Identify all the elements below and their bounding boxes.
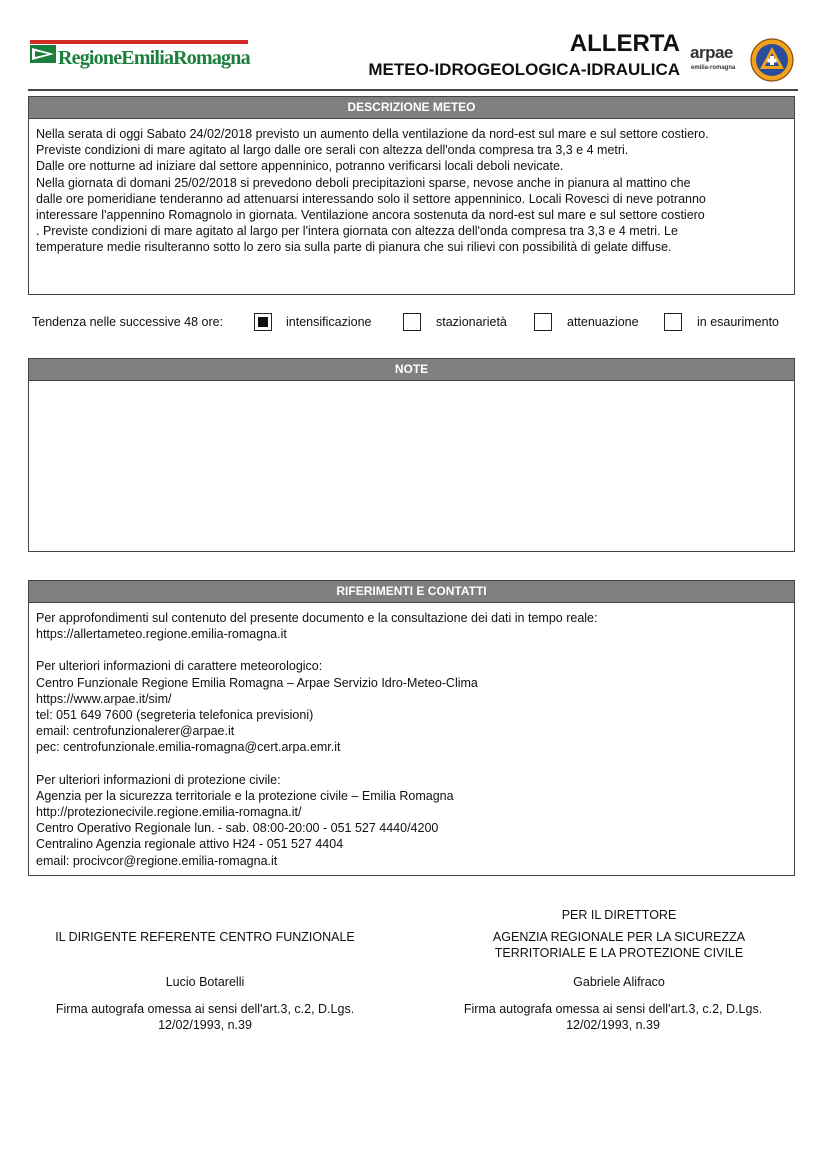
descrizione-meteo-heading: DESCRIZIONE METEO — [29, 97, 794, 119]
riferimenti-text — [29, 603, 794, 869]
meteo-line: Nella serata di oggi Sabato 24/02/2018 previsto un aumento della ventilazione da nord-est sul mare e sul settore costiero. — [36, 127, 709, 141]
title-allerta: ALLERTA — [569, 30, 680, 57]
riferimenti-panel — [28, 580, 795, 876]
region-logo-text: RegioneEmiliaRomagna — [58, 47, 250, 69]
flag-icon — [30, 42, 56, 64]
checkbox-intensificazione[interactable] — [254, 313, 272, 331]
label-attenuazione: attenuazione — [567, 315, 639, 329]
meteo-line: . Previste condizioni di mare agitato al largo per l'intera giornata con altezza dell'onda compresa tra 3,3 e 4 metri. Le — [36, 224, 678, 239]
meteo-line: interessare l'appennino Romagnolo in giornata. Ventilazione ancora sostenuta da nord-est sul mare e sul settore costiero — [36, 208, 705, 223]
meteo-line: Dalle ore notturne ad iniziare dal settore appenninico, potranno verificarsi locali deboli nevicate. — [36, 159, 564, 174]
rif-link-arpae-sim[interactable]: https://www.arpae.it/sim/ — [36, 691, 172, 706]
rif-line: Per ulteriori informazioni di protezione civile: — [36, 772, 281, 787]
firma-sinistra-nome: Lucio Botarelli — [165, 975, 245, 989]
rif-pec[interactable]: pec: centrofunzionale.emilia-romagna@cert.arpa.emr.it — [36, 740, 341, 755]
rif-line: Centralino Agenzia regionale attivo H24 - 051 527 4404 — [36, 837, 344, 852]
firma-sinistra-nota-2: 12/02/1993, n.39 — [158, 1018, 252, 1032]
firma-sinistra-nota-1: Firma autografa omessa ai sensi dell'art.3, c.2, D.Lgs. — [55, 1002, 355, 1016]
rif-line: Centro Funzionale Regione Emilia Romagna – Arpae Servizio Idro-Meteo-Clima — [36, 675, 478, 690]
firma-destra-pre: PER IL DIRETTORE — [561, 908, 677, 922]
meteo-line: dalle ore pomeridiane tenderanno ad attenuarsi interessando solo il settore appenninico. Locali Rovesci di neve potranno — [36, 191, 706, 206]
firma-destra-nota-2: 12/02/1993, n.39 — [566, 1018, 660, 1032]
rif-line: Centro Operativo Regionale lun. - sab. 08:00-20:00 - 051 527 4440/4200 — [36, 821, 439, 836]
firma-destra-nota-1: Firma autografa omessa ai sensi dell'art.3, c.2, D.Lgs. — [463, 1002, 763, 1016]
checkbox-stazionarieta[interactable] — [403, 313, 421, 331]
note-heading: NOTE — [29, 359, 794, 381]
descrizione-meteo-text — [29, 119, 794, 256]
firma-sinistra-ruolo: IL DIRIGENTE REFERENTE CENTRO FUNZIONALE — [55, 930, 355, 944]
arpae-logo — [690, 43, 742, 75]
firma-destra-ruolo-2: TERRITORIALE E LA PROTEZIONE CIVILE — [494, 946, 744, 960]
protezione-civile-emblem-icon — [750, 38, 794, 82]
rif-link-protezionecivile[interactable]: http://protezionecivile.regione.emilia-romagna.it/ — [36, 805, 302, 820]
firma-destra-ruolo-1: AGENZIA REGIONALE PER LA SICUREZZA — [492, 930, 746, 944]
rif-line: Per ulteriori informazioni di carattere meteorologico: — [36, 659, 323, 674]
riferimenti-heading: RIFERIMENTI E CONTATTI — [29, 581, 794, 603]
rif-line: tel: 051 649 7600 (segreteria telefonica previsioni) — [36, 708, 314, 723]
meteo-line: temperature medie risulteranno sotto lo zero sia sulla parte di pianura che sui rilievi con possibilità di gelate diffuse. — [36, 240, 672, 255]
meteo-line: Nella giornata di domani 25/02/2018 si prevedono deboli precipitazioni sparse, nevose anche in pianura al mattino che — [36, 175, 691, 190]
rif-email-procivcor[interactable]: email: procivcor@regione.emilia-romagna.it — [36, 853, 278, 868]
checkbox-in-esaurimento[interactable] — [664, 313, 682, 331]
arpae-logo-text: arpae — [690, 43, 733, 62]
rif-email[interactable]: email: centrofunzionalerer@arpae.it — [36, 724, 235, 739]
firma-destra-nome: Gabriele Alifraco — [573, 975, 665, 989]
checkbox-attenuazione[interactable] — [534, 313, 552, 331]
arpae-logo-subtext: emilia-romagna — [691, 65, 736, 71]
rif-line: Agenzia per la sicurezza territoriale e la protezione civile – Emilia Romagna — [36, 788, 454, 803]
rif-link-allertameteo[interactable]: https://allertameteo.regione.emilia-romagna.it — [36, 627, 287, 642]
descrizione-meteo-panel — [28, 96, 795, 295]
label-in-esaurimento: in esaurimento — [697, 315, 779, 329]
regione-emilia-romagna-logo — [30, 40, 250, 74]
title-meteo-idrogeologica: METEO-IDROGEOLOGICA-IDRAULICA — [368, 60, 680, 79]
meteo-line: Previste condizioni di mare agitato al largo dalle ore serali con altezza dell'onda compresa tra 3,3 e 4 metri. — [36, 143, 629, 158]
tendenza-label: Tendenza nelle successive 48 ore: — [32, 315, 224, 329]
label-stazionarieta: stazionarietà — [436, 315, 507, 329]
rif-line: Per approfondimenti sul contenuto del presente documento e la consultazione dei dati in tempo reale: — [36, 611, 598, 625]
note-panel — [28, 358, 795, 552]
label-intensificazione: intensificazione — [286, 315, 372, 329]
header-divider — [28, 89, 798, 91]
logo-red-bar — [30, 40, 248, 44]
